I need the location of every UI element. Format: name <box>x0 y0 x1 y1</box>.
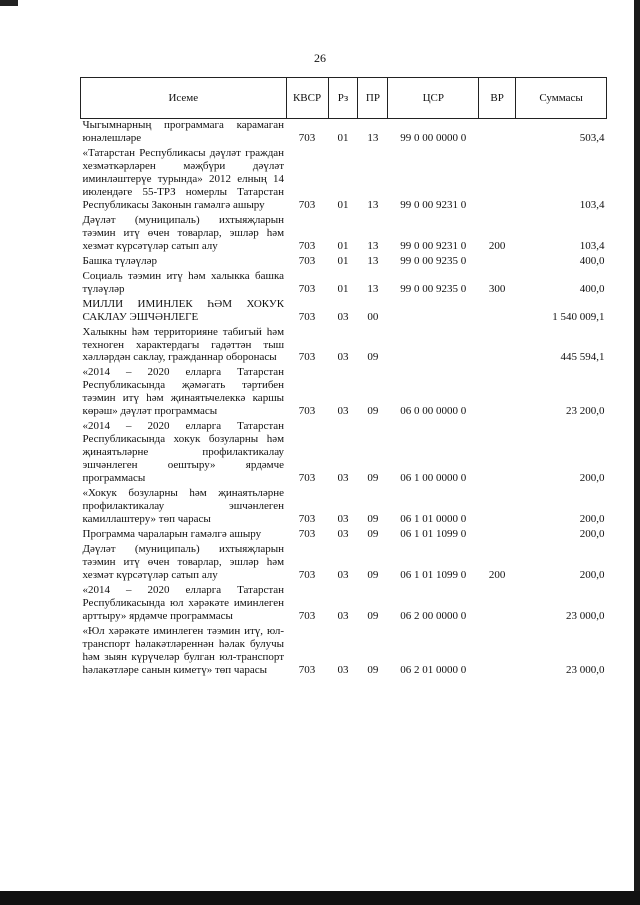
row-kvsr: 703 <box>298 198 316 211</box>
row-pr: 13 <box>367 239 379 252</box>
header-vr: ВР <box>479 78 516 119</box>
row-rz: 03 <box>337 513 349 526</box>
table-row <box>81 487 607 528</box>
row-name: МИЛЛИ ИМИНЛЕК ҺӘМ ХОКУК САКЛАУ ЭШЧӘНЛЕГЕ <box>82 297 285 323</box>
row-name: «2014 – 2020 елларга Татарстан Республикасында җәмәгать тәртибен тәэмин итү һәм җинаятьчелеккә каршы көрәш» дәүләт программасы <box>82 366 285 418</box>
table-row <box>81 625 607 679</box>
table-row <box>81 326 607 367</box>
header-sum: Суммасы <box>516 78 607 119</box>
row-name: Дәүләт (муниципаль) ихтыяҗларын тәэмин итү өчен товарлар, эшләр һәм хезмәт күрсәтүләр сатып алу <box>82 543 285 581</box>
row-rz: 03 <box>337 472 349 485</box>
row-kvsr: 703 <box>298 609 316 622</box>
row-name: «Хокук бозуларны һәм җинаятьләрне профилактикалау эшчәнлеген камиллаштеру» төп чарасы <box>82 487 285 526</box>
row-kvsr: 703 <box>298 663 316 676</box>
row-pr: 09 <box>367 472 379 485</box>
row-pr: 09 <box>367 528 379 541</box>
row-kvsr: 703 <box>298 568 316 581</box>
row-pr: 09 <box>367 513 379 526</box>
row-vr: 200 <box>488 568 506 581</box>
row-rz: 03 <box>337 310 349 323</box>
row-rz: 03 <box>337 528 349 541</box>
row-csr: 99 0 00 9231 0 <box>400 239 467 252</box>
row-name: Чыгымнарның программага карамаган юнәлешләре <box>82 119 285 144</box>
row-sum: 1 540 009,1 <box>552 310 605 323</box>
row-csr: 99 0 00 9231 0 <box>400 198 467 211</box>
row-kvsr: 703 <box>298 282 316 295</box>
row-vr <box>479 584 516 625</box>
row-name: Халыкны һәм территорияне табигый һәм техноген характердагы гадәттән тыш хәлләрдән саклау, гражданнар оборонасы <box>82 325 285 364</box>
row-rz: 01 <box>337 131 349 144</box>
row-pr: 09 <box>367 663 379 676</box>
row-vr <box>479 487 516 528</box>
header-csr: ЦСР <box>388 78 479 119</box>
row-csr: 99 0 00 0000 0 <box>400 131 467 144</box>
table-row <box>81 255 607 270</box>
row-rz: 03 <box>337 351 349 364</box>
row-name: «2014 – 2020 елларга Татарстан Республикасында хокук бозуларны һәм җинаятьләрне профилактикалау эшчәнлеген оештыру» ярдәмче программасы <box>82 420 285 485</box>
row-csr: 06 1 01 1099 0 <box>400 568 467 581</box>
row-vr <box>479 255 516 270</box>
row-vr <box>479 326 516 367</box>
row-vr: 200 <box>488 239 506 252</box>
row-vr <box>479 528 516 543</box>
row-sum: 400,0 <box>579 254 605 267</box>
table-header-row <box>81 78 607 119</box>
header-kvsr: КВСР <box>286 78 328 119</box>
table-row <box>81 147 607 214</box>
row-name: Социаль тәэмин итү һәм халыкка башка түләүләр <box>82 269 285 295</box>
row-kvsr: 703 <box>298 239 316 252</box>
row-vr <box>479 147 516 214</box>
row-rz: 01 <box>337 239 349 252</box>
row-rz: 03 <box>337 609 349 622</box>
row-kvsr: 703 <box>298 310 316 323</box>
row-sum: 200,0 <box>579 472 605 485</box>
row-pr: 13 <box>367 254 379 267</box>
table-row <box>81 584 607 625</box>
row-sum: 23 000,0 <box>566 609 605 622</box>
row-sum: 200,0 <box>579 513 605 526</box>
row-kvsr: 703 <box>298 472 316 485</box>
row-pr: 13 <box>367 131 379 144</box>
row-pr: 13 <box>367 198 379 211</box>
row-vr: 300 <box>488 282 506 295</box>
row-kvsr: 703 <box>298 405 316 418</box>
table-row <box>81 214 607 255</box>
row-csr: 06 1 00 0000 0 <box>400 472 467 485</box>
row-sum: 23 000,0 <box>566 663 605 676</box>
row-rz: 01 <box>337 198 349 211</box>
row-vr <box>479 366 516 420</box>
row-pr: 09 <box>367 568 379 581</box>
row-name: «2014 – 2020 елларга Татарстан Республикасында юл хәрәкәте иминлеген арттыру» ярдәмче программасы <box>82 583 285 622</box>
row-csr: 99 0 00 9235 0 <box>400 254 467 267</box>
row-rz: 01 <box>337 282 349 295</box>
row-pr: 09 <box>367 351 379 364</box>
row-csr <box>388 326 479 367</box>
budget-table <box>80 77 607 679</box>
row-csr: 06 1 01 1099 0 <box>400 528 467 541</box>
row-vr <box>479 625 516 679</box>
header-rz: Рз <box>328 78 358 119</box>
table-row-section <box>81 298 607 326</box>
row-kvsr: 703 <box>298 254 316 267</box>
scan-corner-mark <box>0 0 18 6</box>
table-row <box>81 366 607 420</box>
row-sum: 103,4 <box>579 239 605 252</box>
row-pr: 13 <box>367 282 379 295</box>
row-csr: 99 0 00 9235 0 <box>400 282 467 295</box>
scan-edge-right <box>634 0 640 905</box>
row-sum: 200,0 <box>579 568 605 581</box>
scan-edge-bottom <box>0 891 640 905</box>
table-row <box>81 543 607 584</box>
row-sum: 23 200,0 <box>566 405 605 418</box>
row-kvsr: 703 <box>298 131 316 144</box>
row-name: Программа чараларын гамәлгә ашыру <box>82 528 262 541</box>
row-sum: 103,4 <box>579 198 605 211</box>
row-rz: 03 <box>337 568 349 581</box>
row-kvsr: 703 <box>298 351 316 364</box>
row-vr <box>479 298 516 326</box>
row-sum: 400,0 <box>579 282 605 295</box>
row-name: Башка түләүләр <box>82 254 158 267</box>
row-name: Дәүләт (муниципаль) ихтыяҗларын тәэмин итү өчен товарлар, эшләр һәм хезмәт күрсәтүләр сатып алу <box>82 213 285 252</box>
page-number: 26 <box>314 51 326 65</box>
row-vr <box>479 119 516 147</box>
row-pr: 09 <box>367 405 379 418</box>
row-sum: 503,4 <box>579 131 605 144</box>
row-pr: 00 <box>367 310 379 323</box>
table-row <box>81 119 607 147</box>
table-row <box>81 420 607 487</box>
row-rz: 03 <box>337 663 349 676</box>
row-sum: 445 594,1 <box>560 351 605 364</box>
row-vr <box>479 420 516 487</box>
row-csr: 06 2 00 0000 0 <box>400 609 467 622</box>
row-rz: 01 <box>337 254 349 267</box>
row-csr: 06 2 01 0000 0 <box>400 663 467 676</box>
row-csr <box>388 298 479 326</box>
row-kvsr: 703 <box>298 528 316 541</box>
row-kvsr: 703 <box>298 513 316 526</box>
table-row <box>81 528 607 543</box>
row-name: «Татарстан Республикасы дәүләт граждан хезмәткәрләрен мәҗбүри дәүләт иминләштерүе турында» 2012 елның 14 июлендәге 55-ТРЗ номерлы Татарстан Республикасы Законын гамәлгә ашыру <box>82 146 285 211</box>
row-csr: 06 1 01 0000 0 <box>400 513 467 526</box>
row-pr: 09 <box>367 609 379 622</box>
table-row <box>81 270 607 298</box>
header-name: Исеме <box>81 78 287 119</box>
row-sum: 200,0 <box>579 528 605 541</box>
row-name: «Юл хәрәкәте иминлеген тәэмин итү, юл-транспорт һәлакәтләреннән һәлак булучы һәм зыян күрүчеләр булган юл-транспорт һәлакәтләре санын киметү» төп чарасы <box>82 624 285 676</box>
row-csr: 06 0 00 0000 0 <box>400 405 467 418</box>
row-rz: 03 <box>337 405 349 418</box>
header-pr: ПР <box>358 78 388 119</box>
